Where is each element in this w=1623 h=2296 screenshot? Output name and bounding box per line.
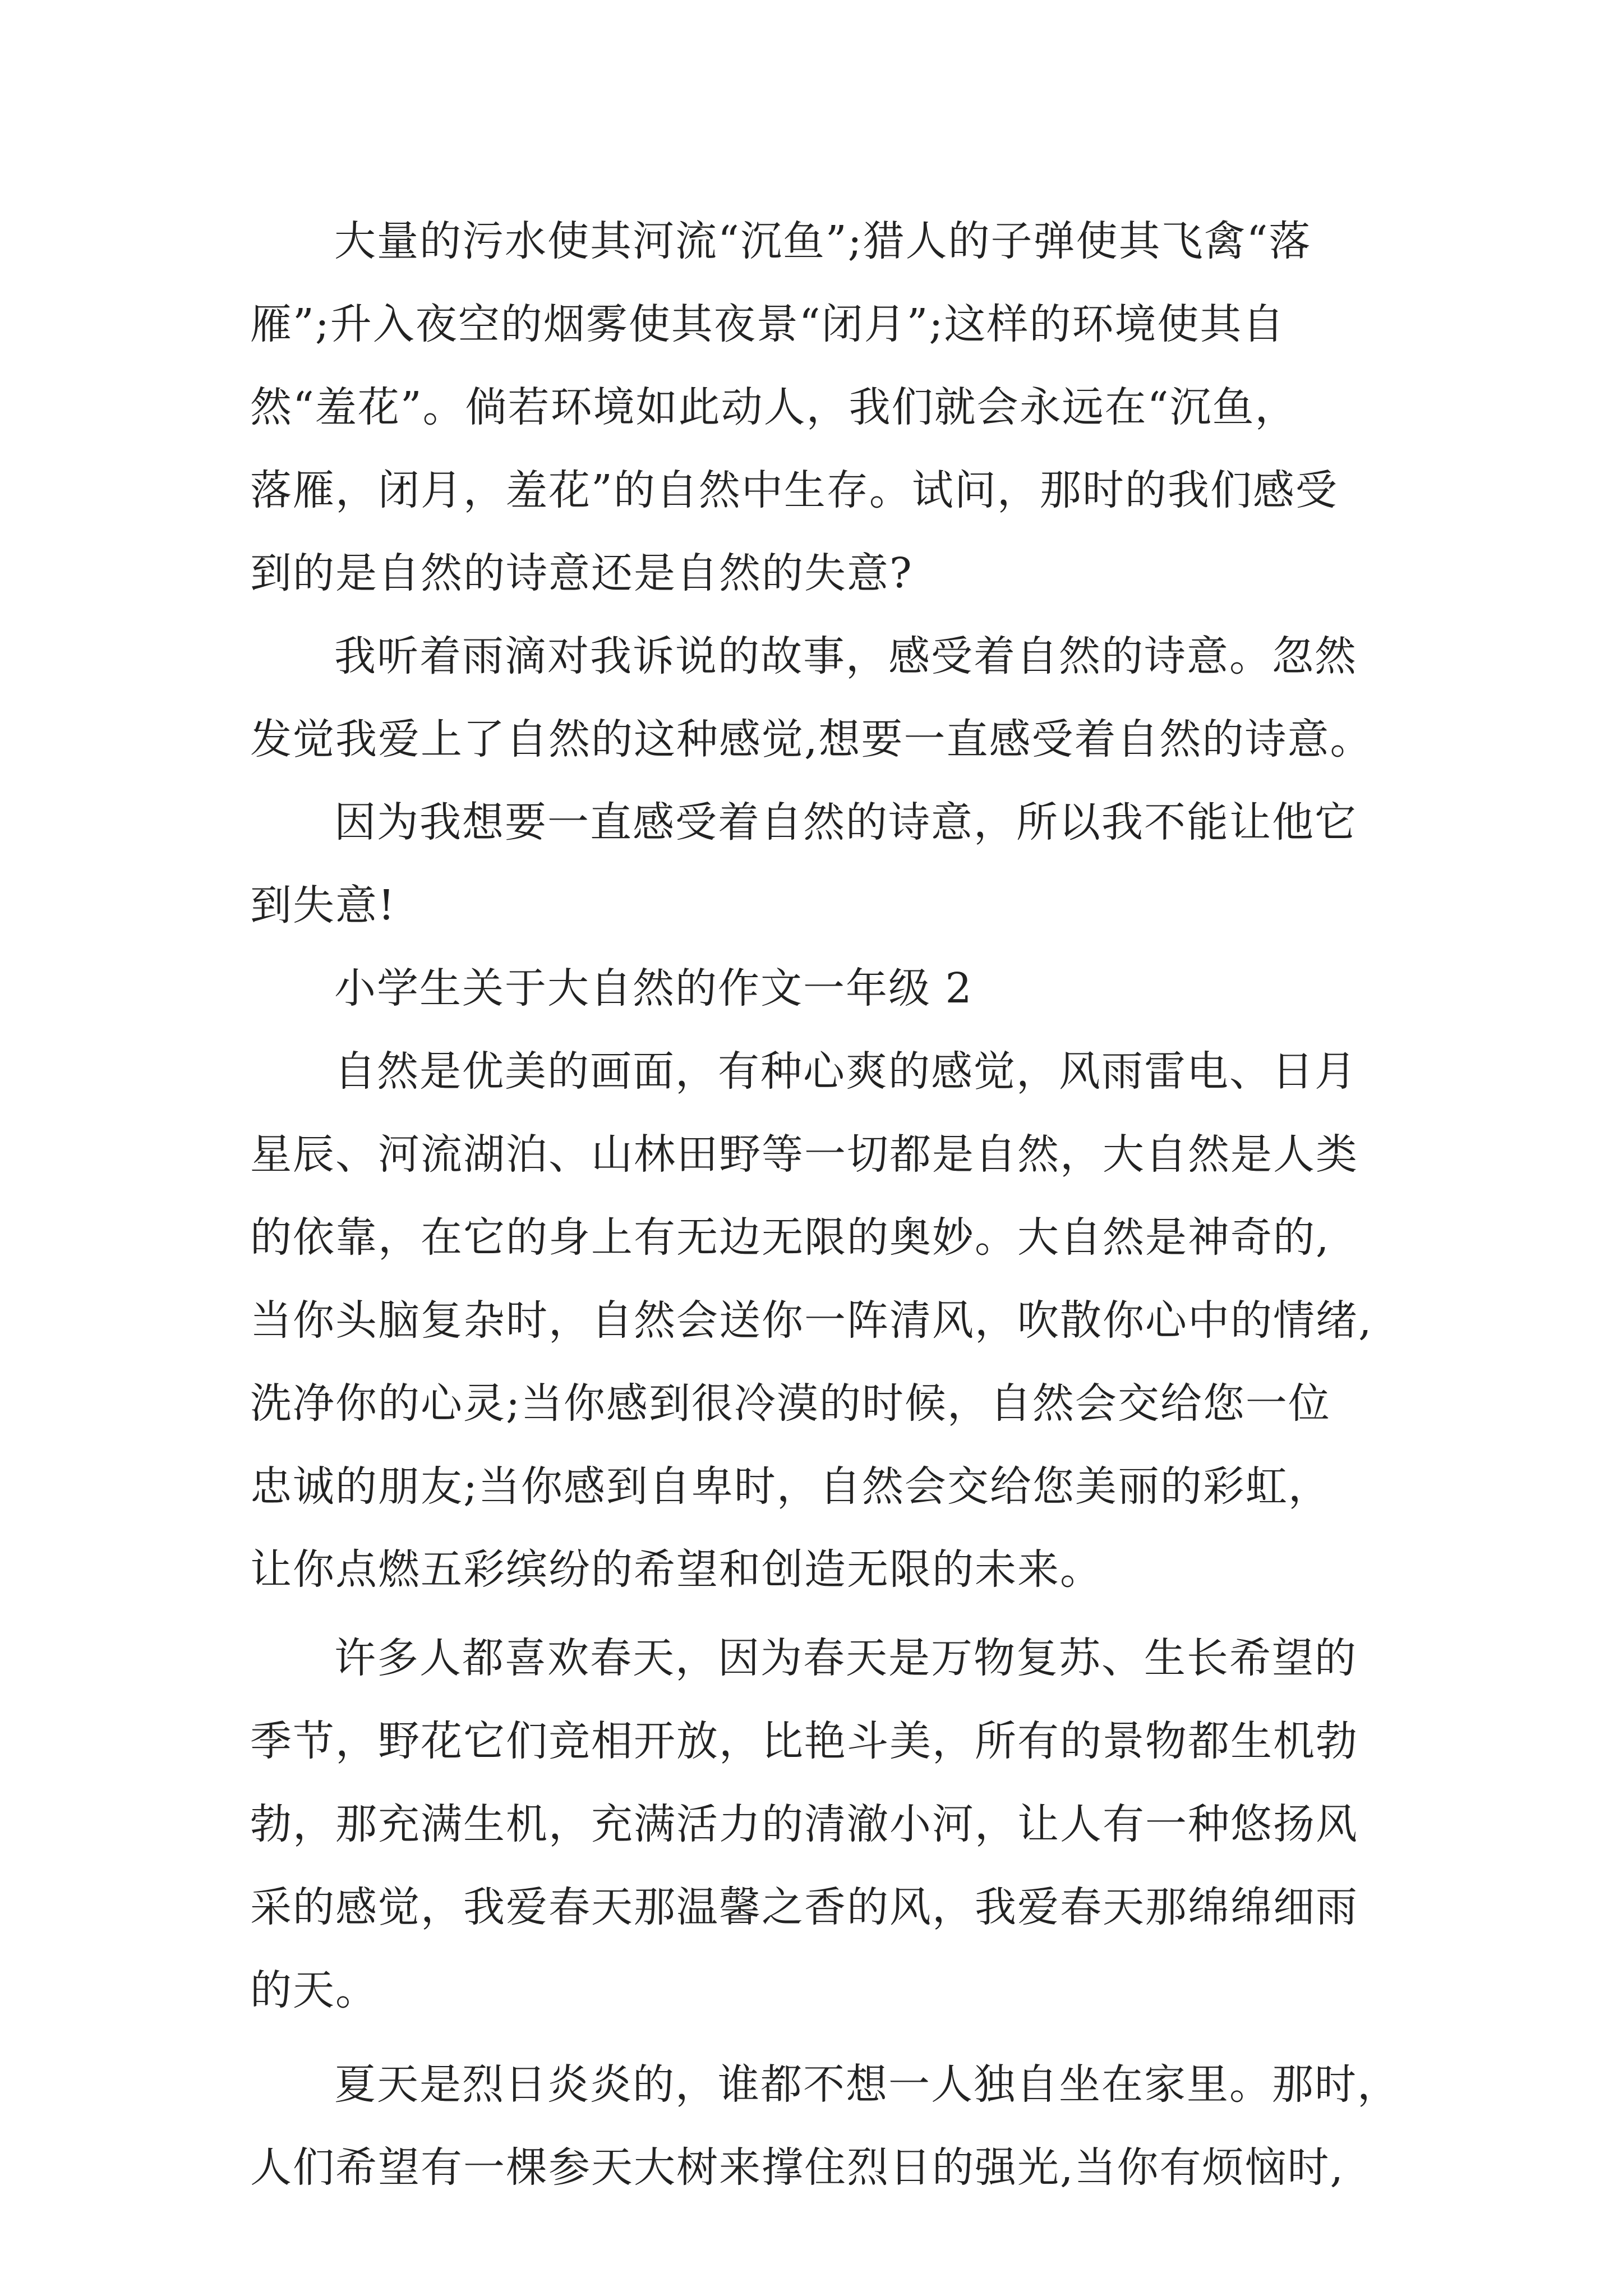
text-line: 让你点燃五彩缤纷的希望和创造无限的未来。	[250, 1545, 1103, 1594]
text-line: 夏天是烈日炎炎的，谁都不想一人独自坐在家里。那时，	[334, 2060, 1400, 2109]
paragraph-2	[250, 615, 1383, 781]
text-line: 忠诚的朋友;当你感到自卑时，自然会交给您美丽的彩虹，	[250, 1462, 1331, 1511]
text-line: 到失意!	[250, 881, 396, 930]
text-line: 因为我想要一直感受着自然的诗意，所以我不能让他它	[334, 798, 1357, 846]
paragraph-6	[250, 1617, 1383, 2032]
text-line: 自然是优美的画面，有种心爽的感觉，风雨雷电、日月	[334, 1047, 1357, 1096]
text-line: 人们希望有一棵参天大树来撑住烈日的强光,当你有烦恼时,	[250, 2143, 1345, 2192]
text-line: 的依靠，在它的身上有无边无限的奥妙。大自然是神奇的,	[250, 1213, 1330, 1262]
text-line: 到的是自然的诗意还是自然的失意?	[250, 549, 913, 597]
text-line: 许多人都喜欢春天，因为春天是万物复苏、生长希望的	[334, 1634, 1357, 1682]
text-line: 然“羞花”。倘若环境如此动人，我们就会永远在“沉鱼，	[250, 383, 1298, 431]
text-line: 洗净你的心灵;当你感到很冷漠的时候，自然会交给您一位	[250, 1379, 1331, 1428]
text-line: 星辰、河流湖泊、山林田野等一切都是自然，大自然是人类	[250, 1130, 1358, 1179]
text-line: 雁”;升入夜空的烟雾使其夜景“闭月”;这样的环境使其自	[250, 300, 1285, 348]
text-line: 季节，野花它们竞相开放，比艳斗美，所有的景物都生机勃	[250, 1717, 1358, 1765]
paragraph-7	[250, 2043, 1400, 2209]
paragraph-3	[250, 781, 1383, 947]
paragraph-1	[250, 200, 1383, 615]
text-line: 勃，那充满生机，充满活力的清澈小河，让人有一种悠扬风	[250, 1800, 1358, 1848]
text-line: 的天。	[250, 1966, 378, 2014]
document-body	[250, 200, 1400, 2209]
text-line: 大量的污水使其河流“沉鱼”;猎人的子弹使其飞禽“落	[334, 217, 1312, 265]
paragraph-5	[250, 1030, 1383, 1611]
heading-line: 小学生关于大自然的作文一年级 2	[334, 964, 973, 1013]
text-line: 当你头脑复杂时，自然会送你一阵清风，吹散你心中的情绪,	[250, 1296, 1373, 1345]
text-line: 采的感觉，我爱春天那温馨之香的风，我爱春天那绵绵细雨	[250, 1883, 1358, 1931]
section-heading	[250, 947, 1383, 1030]
text-line: 落雁，闭月，羞花”的自然中生存。试问，那时的我们感受	[250, 466, 1338, 514]
text-line: 我听着雨滴对我诉说的故事，感受着自然的诗意。忽然	[334, 632, 1357, 680]
text-line: 发觉我爱上了自然的这种感觉,想要一直感受着自然的诗意。	[250, 715, 1373, 763]
